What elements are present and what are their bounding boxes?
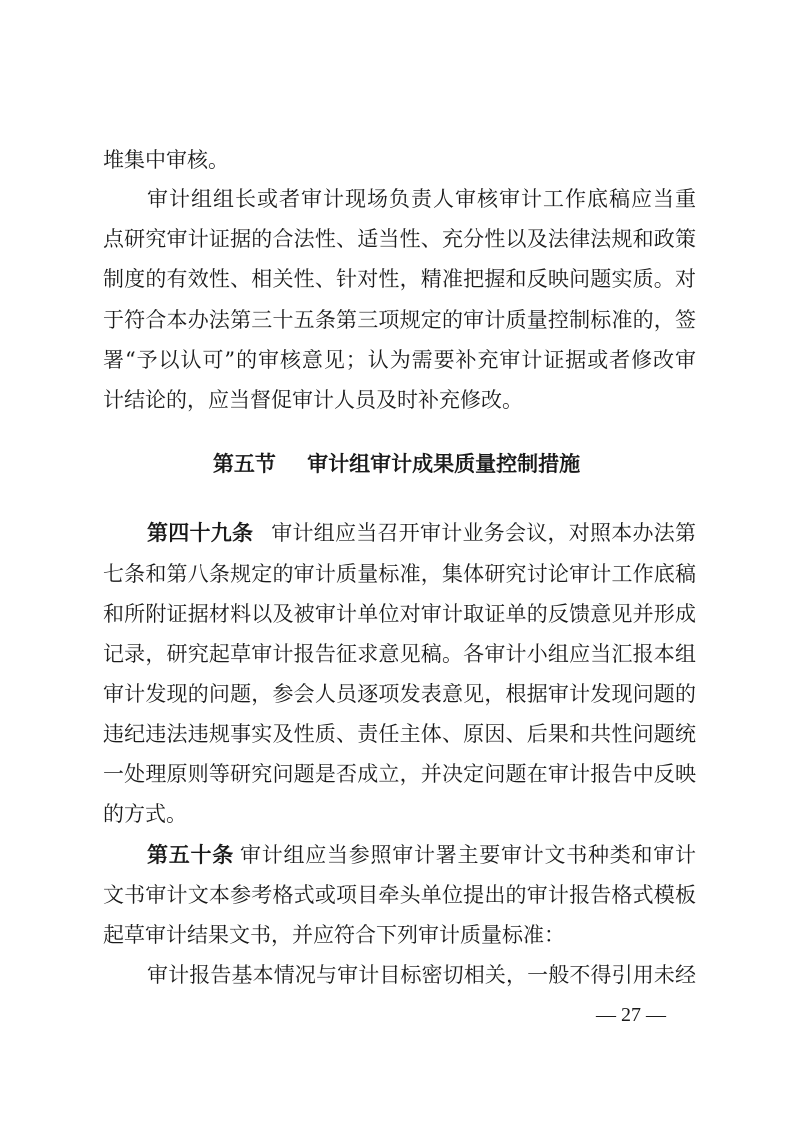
article-50-first-line bbox=[147, 840, 696, 870]
paragraph-line: 审计组组长或者审计现场负责人审核审计工作底稿应当重 bbox=[147, 187, 696, 211]
paragraph-line: 和所附证据材料以及被审计单位对审计取证单的反馈意见并形成 bbox=[103, 602, 696, 626]
paragraph-line: 的方式。 bbox=[103, 802, 187, 826]
section-number: 第五节 bbox=[212, 452, 276, 476]
paragraph-line: 审计报告基本情况与审计目标密切相关，一般不得引用未经 bbox=[147, 963, 696, 987]
paragraph-line: 署“予以认可”的审核意见；认为需要补充审计证据或者修改审 bbox=[103, 348, 696, 372]
article-49-first-line bbox=[147, 518, 696, 548]
paragraph-line: 点研究审计证据的合法性、适当性、充分性以及法律法规和政策 bbox=[103, 227, 696, 251]
article-text: 审计组应当召开审计业务会议，对照本办法第 bbox=[271, 521, 696, 545]
paragraph-line: 计结论的，应当督促审计人员及时补充修改。 bbox=[103, 388, 523, 412]
section-title: 审计组审计成果质量控制措施 bbox=[307, 452, 581, 476]
paragraph-line: 于符合本办法第三十五条第三项规定的审计质量控制标准的，签 bbox=[103, 308, 696, 332]
article-text: 审计组应当参照审计署主要审计文书种类和审计 bbox=[240, 843, 696, 867]
paragraph-line: 七条和第八条规定的审计质量标准，集体研究讨论审计工作底稿 bbox=[103, 562, 696, 586]
paragraph-line: 记录，研究起草审计报告征求意见稿。各审计小组应当汇报本组 bbox=[103, 642, 696, 666]
paragraph-line: 审计发现的问题，参会人员逐项发表意见，根据审计发现问题的 bbox=[103, 682, 696, 706]
paragraph-line: 制度的有效性、相关性、针对性，精准把握和反映问题实质。对 bbox=[103, 267, 696, 291]
paragraph-line: 违纪违法违规事实及性质、责任主体、原因、后果和共性问题统 bbox=[103, 722, 696, 746]
article-label: 第五十条 bbox=[147, 843, 234, 867]
paragraph-line: 起草审计结果文书，并应符合下列审计质量标准： bbox=[103, 923, 565, 947]
page-number: — 27 — bbox=[596, 1004, 666, 1026]
section-heading bbox=[0, 448, 793, 478]
paragraph-line: 一处理原则等研究问题是否成立，并决定问题在审计报告中反映 bbox=[103, 762, 696, 786]
paragraph-line: 文书审计文本参考格式或项目牵头单位提出的审计报告格式模板 bbox=[103, 883, 696, 907]
article-label: 第四十九条 bbox=[147, 521, 254, 545]
paragraph-line: 堆集中审核。 bbox=[103, 148, 229, 172]
